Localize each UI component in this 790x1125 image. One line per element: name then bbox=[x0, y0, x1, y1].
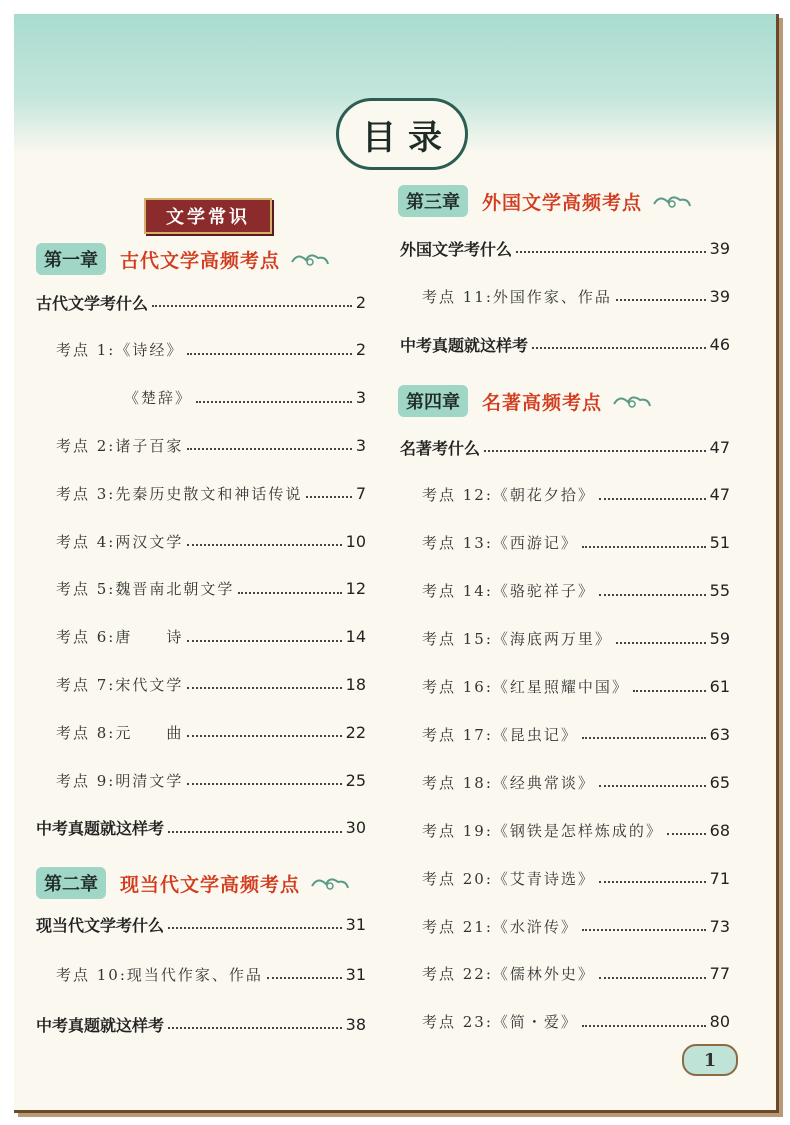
toc-topic-entry[interactable] bbox=[56, 431, 366, 459]
dot-leader bbox=[516, 251, 706, 253]
toc-topic-entry[interactable] bbox=[56, 336, 366, 364]
dot-leader bbox=[168, 927, 342, 929]
chapter-3-heading[interactable] bbox=[398, 184, 692, 218]
title-badge bbox=[336, 98, 468, 170]
entry-page-number: 55 bbox=[709, 581, 730, 601]
entry-page-number: 65 bbox=[709, 772, 730, 792]
toc-topic-entry[interactable] bbox=[56, 766, 366, 794]
toc-topic-entry[interactable] bbox=[422, 625, 730, 653]
toc-topic-entry[interactable] bbox=[422, 864, 730, 892]
chapter-number: 第三章 bbox=[398, 185, 468, 217]
chapter-name: 古代文学高频考点 bbox=[120, 249, 281, 272]
entry-label: 考点 18:《经典常谈》 bbox=[422, 773, 595, 792]
toc-section-entry[interactable] bbox=[36, 1010, 366, 1038]
entry-label: 考点 2:诸子百家 bbox=[56, 436, 184, 455]
entry-page-number: 46 bbox=[709, 334, 730, 354]
toc-topic-entry[interactable] bbox=[56, 479, 366, 507]
entry-page-number: 3 bbox=[355, 435, 366, 455]
dot-leader bbox=[616, 299, 706, 301]
entry-page-number: 71 bbox=[709, 868, 730, 888]
dot-leader bbox=[616, 642, 706, 644]
dot-leader bbox=[633, 690, 706, 692]
dot-leader bbox=[267, 977, 342, 979]
entry-page-number: 80 bbox=[709, 1012, 730, 1032]
chapter-number: 第四章 bbox=[398, 385, 468, 417]
entry-page-number: 39 bbox=[709, 286, 730, 306]
cloud-icon bbox=[652, 192, 692, 210]
dot-leader bbox=[238, 592, 341, 594]
entry-page-number: 3 bbox=[355, 388, 366, 408]
page-number: 1 bbox=[682, 1044, 738, 1076]
entry-page-number: 73 bbox=[709, 916, 730, 936]
toc-topic-entry[interactable] bbox=[422, 960, 730, 988]
toc-topic-entry[interactable] bbox=[422, 282, 730, 310]
toc-section-entry[interactable] bbox=[400, 330, 730, 358]
entry-label: 古代文学考什么 bbox=[36, 293, 149, 313]
cloud-icon bbox=[290, 250, 330, 268]
entry-page-number: 25 bbox=[345, 770, 366, 790]
entry-label: 考点 16:《红星照耀中国》 bbox=[422, 678, 629, 696]
dot-leader bbox=[187, 353, 351, 355]
dot-leader bbox=[168, 1027, 342, 1029]
toc-section-entry[interactable] bbox=[36, 814, 366, 842]
entry-label: 名著考什么 bbox=[400, 438, 481, 458]
dot-leader bbox=[667, 833, 706, 835]
entry-label: 考点 1:《诗经》 bbox=[56, 341, 184, 360]
entry-page-number: 30 bbox=[345, 818, 366, 838]
section-tag: 文学常识 bbox=[144, 198, 272, 234]
chapter-name: 现当代文学高频考点 bbox=[120, 873, 301, 896]
toc-topic-entry[interactable] bbox=[422, 529, 730, 557]
dot-leader bbox=[187, 735, 341, 737]
chapter-number: 第二章 bbox=[36, 867, 106, 899]
dot-leader bbox=[187, 448, 351, 450]
chapter-number: 第一章 bbox=[36, 243, 106, 275]
entry-page-number: 31 bbox=[345, 914, 366, 934]
entry-label: 考点 20:《艾青诗选》 bbox=[422, 869, 595, 888]
entry-label: 考点 23:《简・爱》 bbox=[422, 1013, 578, 1032]
toc-section-entry[interactable] bbox=[36, 910, 366, 938]
entry-label: 中考真题就这样考 bbox=[36, 1015, 165, 1035]
dot-leader bbox=[599, 881, 706, 883]
cloud-icon bbox=[310, 874, 350, 892]
entry-label: 中考真题就这样考 bbox=[36, 819, 165, 839]
entry-page-number: 51 bbox=[709, 533, 730, 553]
toc-topic-entry[interactable] bbox=[56, 718, 366, 746]
entry-label: 考点 11:外国作家、作品 bbox=[422, 287, 612, 306]
dot-leader bbox=[599, 977, 706, 979]
toc-topic-entry[interactable] bbox=[422, 720, 730, 748]
entry-page-number: 47 bbox=[709, 437, 730, 457]
entry-page-number: 47 bbox=[709, 485, 730, 505]
chapter-2-heading[interactable] bbox=[36, 866, 350, 900]
entry-label: 考点 14:《骆驼祥子》 bbox=[422, 582, 595, 601]
toc-topic-entry[interactable] bbox=[422, 912, 730, 940]
entry-page-number: 39 bbox=[709, 238, 730, 258]
entry-label: 考点 13:《西游记》 bbox=[422, 534, 578, 553]
entry-page-number: 38 bbox=[345, 1014, 366, 1034]
entry-label: 考点 8:元 曲 bbox=[56, 723, 184, 742]
entry-label: 考点 12:《朝花夕拾》 bbox=[422, 486, 595, 505]
entry-label: 现当代文学考什么 bbox=[36, 915, 165, 935]
cloud-icon bbox=[612, 392, 652, 410]
entry-page-number: 2 bbox=[355, 292, 366, 312]
entry-label: 考点 17:《昆虫记》 bbox=[422, 725, 578, 744]
dot-leader bbox=[582, 1025, 706, 1027]
toc-topic-entry[interactable] bbox=[124, 384, 366, 412]
entry-page-number: 59 bbox=[709, 629, 730, 649]
dot-leader bbox=[599, 594, 706, 596]
dot-leader bbox=[532, 347, 706, 349]
dot-leader bbox=[582, 737, 706, 739]
toc-topic-entry[interactable] bbox=[56, 623, 366, 651]
entry-page-number: 61 bbox=[709, 677, 730, 696]
toc-topic-entry[interactable] bbox=[56, 527, 366, 555]
dot-leader bbox=[168, 831, 342, 833]
dot-leader bbox=[187, 544, 341, 546]
entry-page-number: 18 bbox=[345, 674, 366, 694]
chapter-name: 名著高频考点 bbox=[482, 391, 603, 414]
entry-page-number: 31 bbox=[345, 964, 366, 984]
toc-topic-entry[interactable] bbox=[422, 577, 730, 605]
entry-page-number: 7 bbox=[355, 483, 366, 503]
entry-label: 考点 3:先秦历史散文和神话传说 bbox=[56, 484, 303, 503]
entry-page-number: 10 bbox=[345, 531, 366, 551]
toc-section-entry[interactable] bbox=[36, 288, 366, 316]
dot-leader bbox=[187, 687, 341, 689]
toc-topic-entry[interactable] bbox=[422, 768, 730, 796]
dot-leader bbox=[196, 401, 352, 403]
dot-leader bbox=[582, 929, 706, 931]
toc-section-entry[interactable] bbox=[400, 234, 730, 262]
entry-label: 《楚辞》 bbox=[124, 389, 193, 408]
dot-leader bbox=[484, 450, 706, 452]
entry-label: 考点 15:《海底两万里》 bbox=[422, 630, 612, 649]
toc-topic-entry[interactable] bbox=[422, 673, 730, 701]
toc-topic-entry[interactable] bbox=[422, 1008, 730, 1036]
dot-leader bbox=[599, 498, 706, 500]
entry-page-number: 63 bbox=[709, 724, 730, 744]
dot-leader bbox=[187, 640, 341, 642]
toc-section-entry[interactable] bbox=[400, 433, 730, 461]
entry-page-number: 12 bbox=[345, 579, 366, 599]
entry-label: 考点 19:《钢铁是怎样炼成的》 bbox=[422, 821, 663, 840]
entry-label: 考点 22:《儒林外史》 bbox=[422, 965, 595, 984]
entry-label: 中考真题就这样考 bbox=[400, 335, 529, 355]
entry-page-number: 22 bbox=[345, 722, 366, 742]
entry-page-number: 68 bbox=[709, 820, 730, 840]
entry-page-number: 77 bbox=[709, 964, 730, 984]
toc-topic-entry[interactable] bbox=[56, 575, 366, 603]
entry-label: 考点 6:唐 诗 bbox=[56, 628, 184, 647]
entry-label: 考点 7:宋代文学 bbox=[56, 675, 184, 694]
chapter-name: 外国文学高频考点 bbox=[482, 191, 643, 214]
page-title: 目录 bbox=[362, 117, 454, 158]
entry-page-number: 2 bbox=[355, 340, 366, 360]
entry-label: 考点 21:《水浒传》 bbox=[422, 917, 578, 936]
entry-label: 考点 4:两汉文学 bbox=[56, 532, 184, 551]
entry-label: 考点 10:现当代作家、作品 bbox=[56, 965, 263, 984]
entry-label: 考点 9:明清文学 bbox=[56, 771, 184, 790]
dot-leader bbox=[187, 783, 341, 785]
toc-topic-entry[interactable] bbox=[422, 481, 730, 509]
dot-leader bbox=[152, 305, 352, 307]
toc-topic-entry[interactable] bbox=[56, 960, 366, 988]
toc-topic-entry[interactable] bbox=[422, 816, 730, 844]
dot-leader bbox=[582, 546, 706, 548]
dot-leader bbox=[599, 785, 706, 787]
entry-label: 考点 5:魏晋南北朝文学 bbox=[56, 580, 235, 599]
toc-page bbox=[14, 14, 779, 1113]
toc-topic-entry[interactable] bbox=[56, 670, 366, 698]
entry-label: 外国文学考什么 bbox=[400, 239, 513, 259]
chapter-4-heading[interactable] bbox=[398, 384, 652, 418]
dot-leader bbox=[306, 496, 351, 498]
chapter-1-heading[interactable] bbox=[36, 242, 330, 276]
entry-page-number: 14 bbox=[345, 627, 366, 647]
